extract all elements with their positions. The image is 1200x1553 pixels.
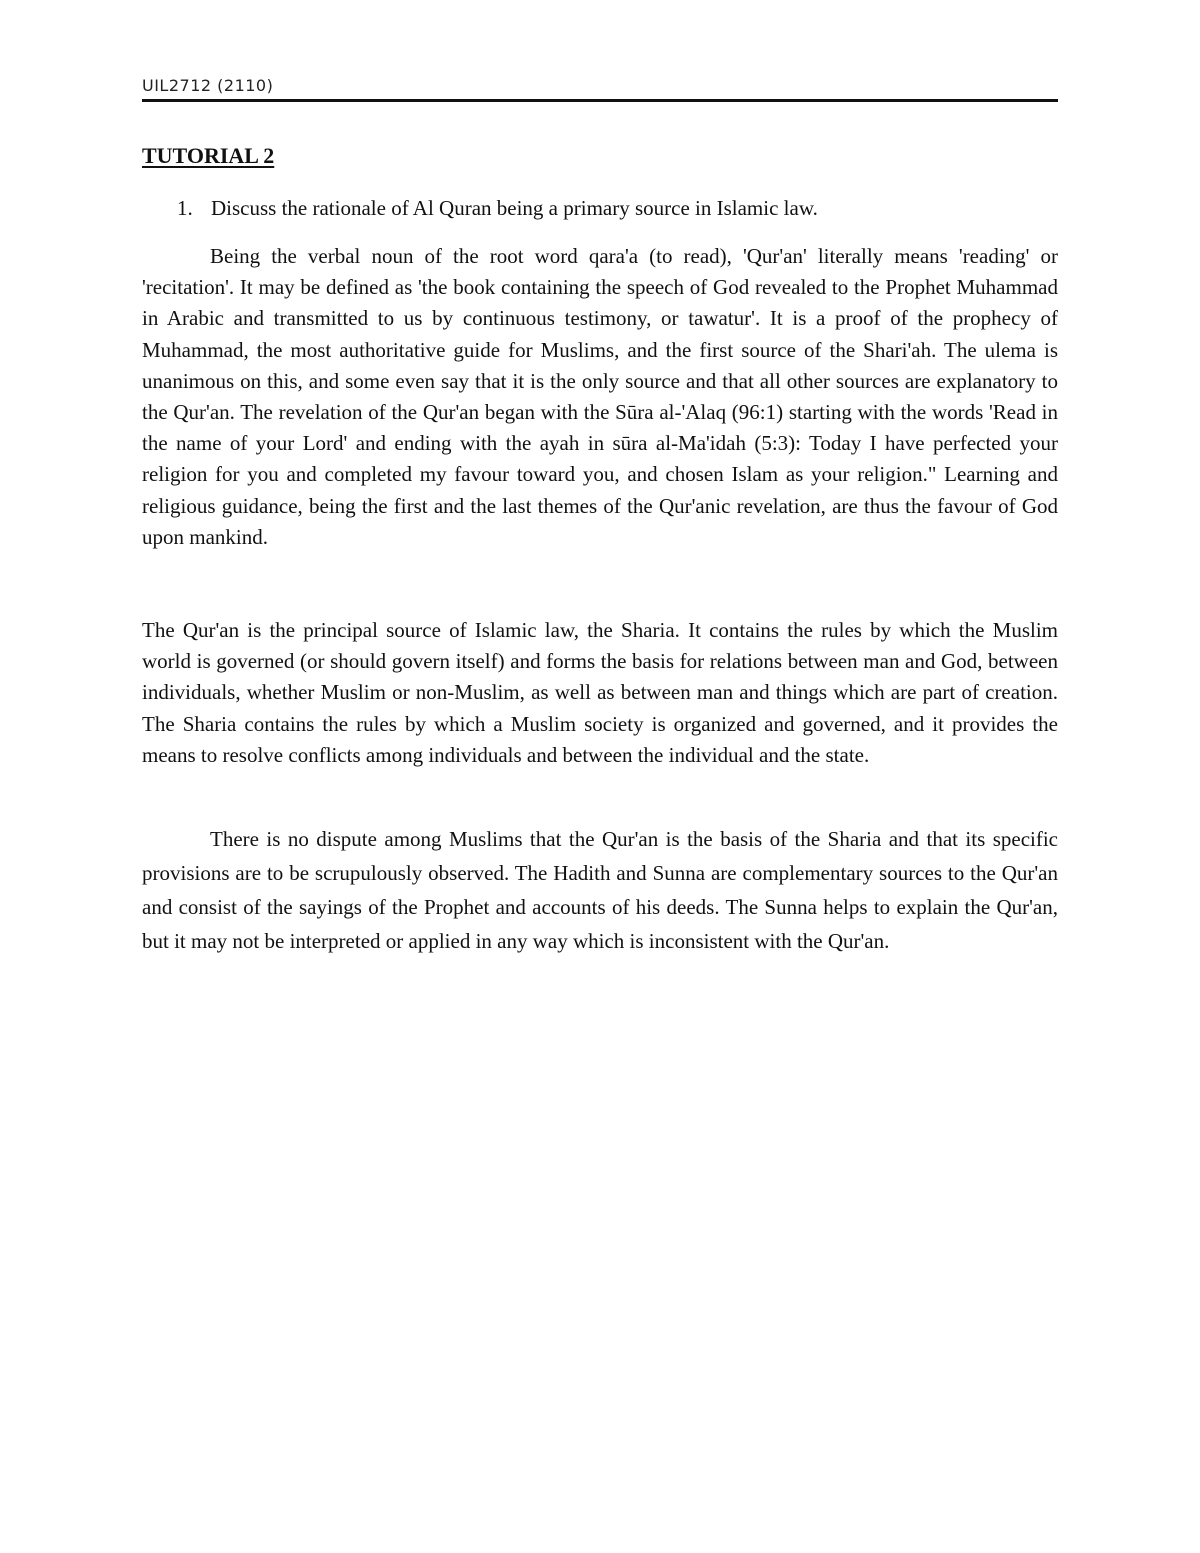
question-text: Discuss the rationale of Al Quran being a primary source in Islamic law.	[211, 196, 818, 220]
header-divider	[142, 99, 1058, 102]
page-title: TUTORIAL 2	[142, 143, 275, 168]
course-code-header: UIL2712 (2110)	[142, 76, 274, 95]
answer-paragraph-3: There is no dispute among Muslims that the Qur'an is the basis of the Sharia and that its specific provisions are to be scrupulously observed. The Hadith and Sunna are complementary sources to the Qur'an and consist of the sayings of the Prophet and accounts of his deeds. The Sunna helps to explain the Qur'an, but it may not be interpreted or applied in any way which is inconsistent with the Qur'an.	[142, 827, 1058, 953]
answer-paragraph-1: Being the verbal noun of the root word qara'a (to read), 'Qur'an' literally means 'reading' or 'recitation'. It may be defined as 'the book containing the speech of God revealed to the Prophet Muhammad in Arabic and transmitted to us by continuous testimony, or tawatur'. It is a proof of the prophecy of Muhammad, the most authoritative guide for Muslims, and the first source of the Shari'ah. The ulema is unanimous on this, and some even say that it is the only source and that all other sources are explanatory to the Qur'an. The revelation of the Qur'an began with the Sūra al-'Alaq (96:1) starting with the words 'Read in the name of your Lord' and ending with the ayah in sūra al-Ma'idah (5:3): Today I have perfected your religion for you and completed my favour toward you, and chosen Islam as your religion." Learning and religious guidance, being the first and the last themes of the Qur'anic revelation, are thus the favour of God upon mankind.	[142, 244, 1058, 549]
question-number: 1.	[177, 196, 193, 220]
question-item	[177, 196, 818, 221]
answer-paragraph-2: The Qur'an is the principal source of Islamic law, the Sharia. It contains the rules by which the Muslim world is governed (or should govern itself) and forms the basis for relations between man and God, between individuals, whether Muslim or non-Muslim, as well as between man and things which are part of creation. The Sharia contains the rules by which a Muslim society is organized and governed, and it provides the means to resolve conflicts among individuals and between the individual and the state.	[142, 618, 1058, 767]
